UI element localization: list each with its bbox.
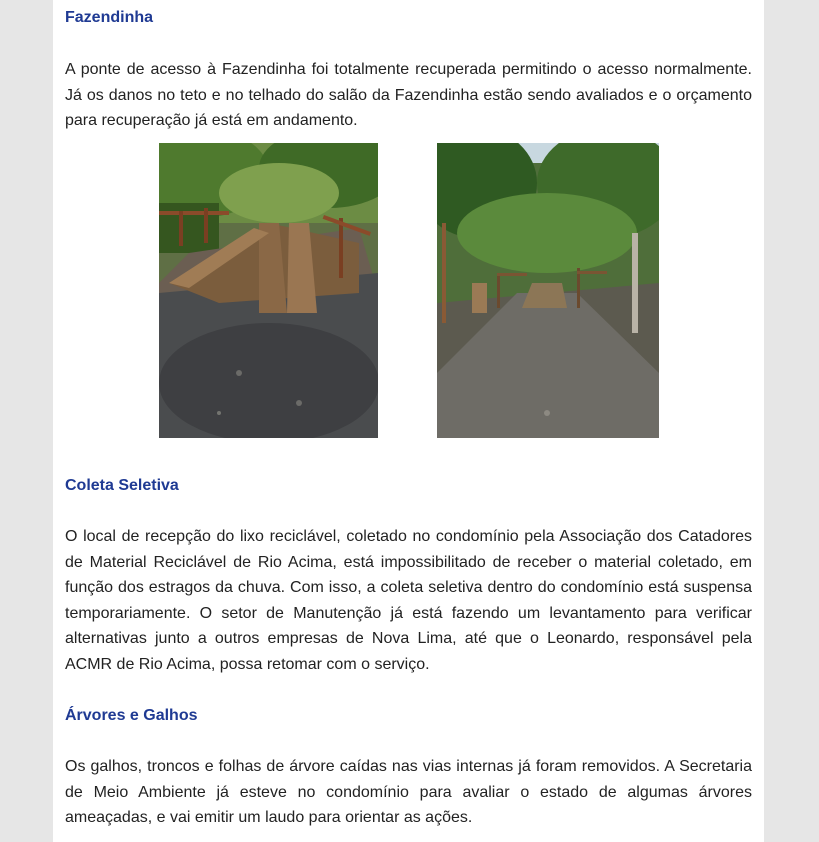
bridge-photo-damaged [159,143,378,438]
newsletter-page [53,0,764,842]
section-text-fazendinha: A ponte de acesso à Fazendinha foi totalmente recuperada permitindo o acesso normalmente. Já os danos no teto e no telhado do salão da Fazendinha estão sendo avaliados e o orçamento para recuperação já está em andamento. [65,61,752,130]
section-title-coleta-seletiva: Coleta Seletiva [65,477,179,494]
section-title-arvores-galhos: Árvores e Galhos [65,707,198,724]
section-text-coleta-seletiva: O local de recepção do lixo reciclável, coletado no condomínio pela Associação dos Catadores de Material Reciclável de Rio Acima, está impossibilitado de receber o material coletado, em função dos estragos da chuva. Com isso, a coleta seletiva dentro do condomínio está suspensa temporariamente. O setor de Manutenção já está fazendo um levantamento para verificar alternativas junto a outros empresas de Nova Lima, até que o Leonardo, responsável pela ACMR de Rio Acima, possa retomar com o serviço. [65,528,752,673]
bridge-photo-recovered [437,143,659,438]
section-text-arvores-galhos: Os galhos, troncos e folhas de árvore caídas nas vias internas já foram removidos. A Secretaria de Meio Ambiente já esteve no condomínio para avaliar o estado de algumas árvores ameaçadas, e vai emitir um laudo para orientar as ações. [65,758,752,827]
section-title-fazendinha: Fazendinha [65,9,154,26]
